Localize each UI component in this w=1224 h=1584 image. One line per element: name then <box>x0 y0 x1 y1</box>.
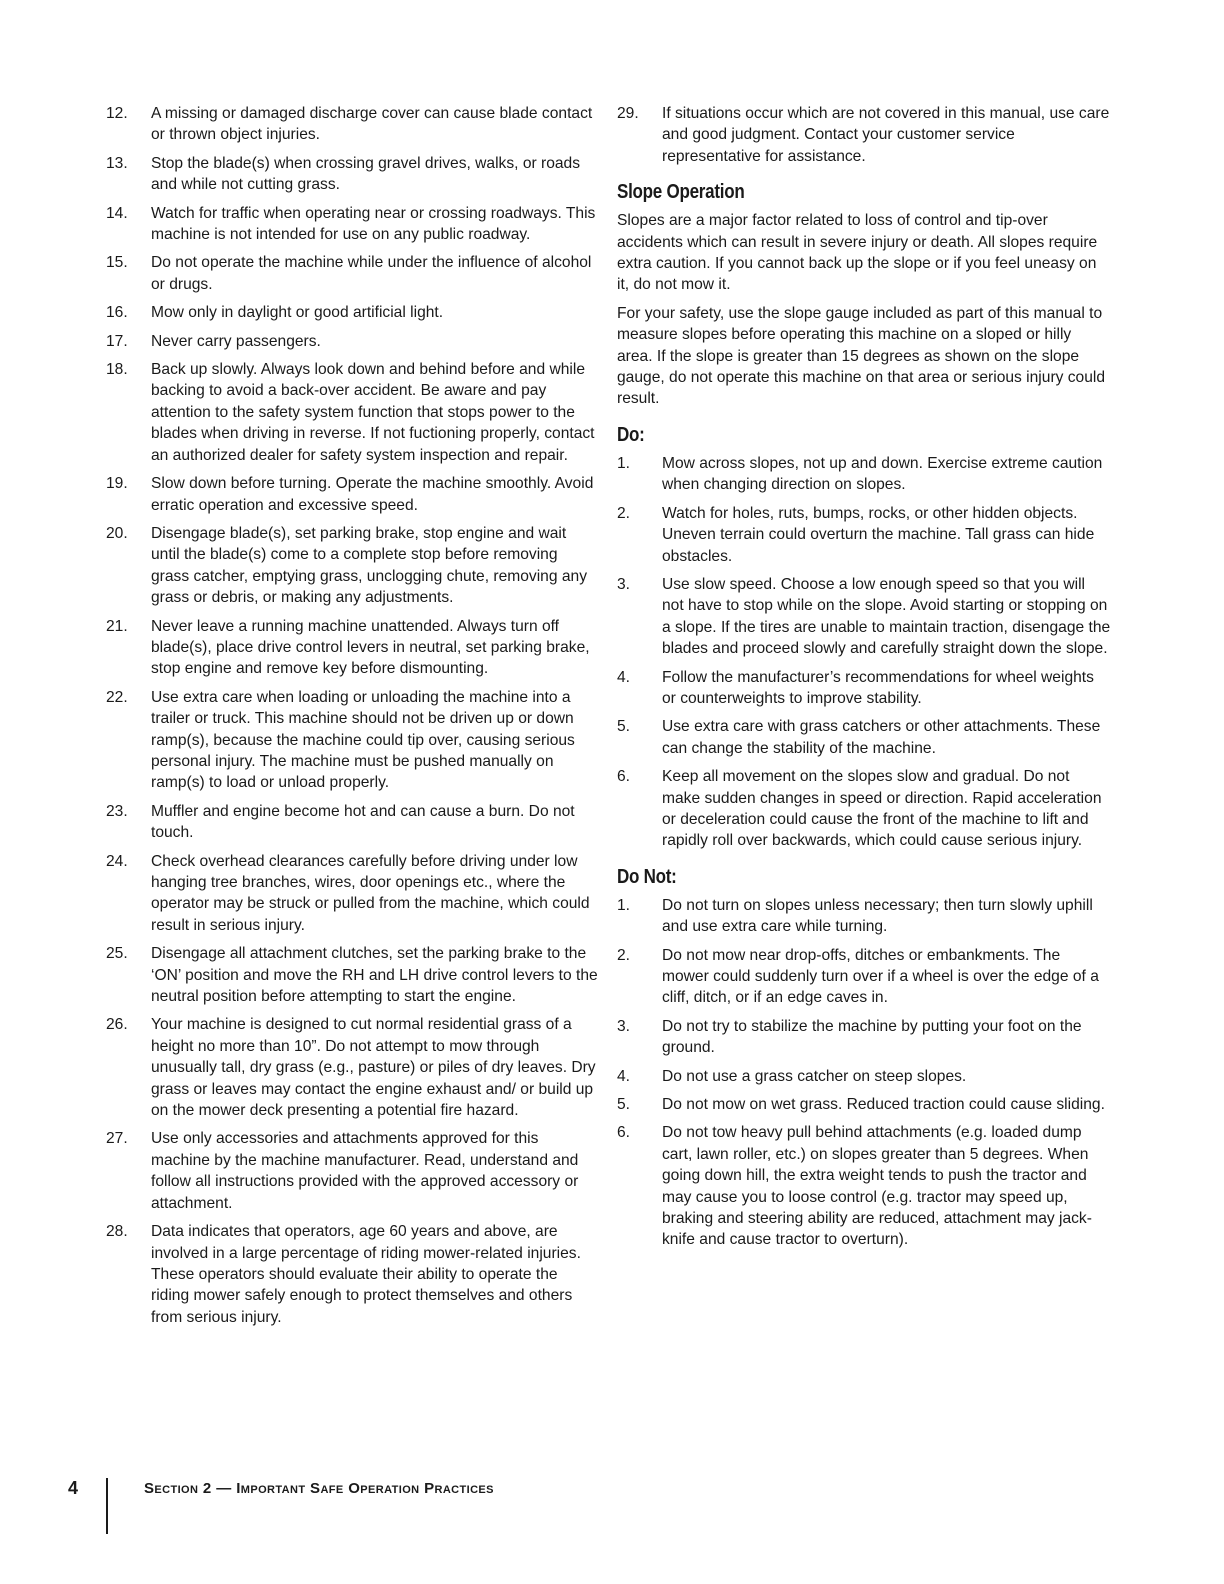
safety-list-left <box>106 103 598 1328</box>
list-item <box>106 103 598 146</box>
item-number: 3. <box>617 1017 631 1035</box>
list-item <box>617 574 1111 660</box>
item-text: Never leave a running machine unattended. Always turn off blade(s), place drive control levers in neutral, set parking brake, stop engine and remove key before dismounting. <box>151 617 590 678</box>
item-text: Never carry passengers. <box>151 332 321 350</box>
item-number: 6. <box>617 768 631 786</box>
list-item <box>617 895 1111 938</box>
list-item <box>617 716 1111 759</box>
list-item <box>617 945 1111 1009</box>
item-number: 1. <box>617 454 631 472</box>
list-item <box>106 302 598 323</box>
list-item <box>106 616 598 680</box>
do-heading: Do: <box>617 423 645 446</box>
list-item <box>617 453 1111 496</box>
right-column <box>617 103 1111 1258</box>
list-item <box>106 252 598 295</box>
item-number: 15. <box>106 254 128 272</box>
do-list <box>617 453 1111 852</box>
page-number: 4 <box>68 1478 79 1498</box>
item-number: 6. <box>617 1124 631 1142</box>
item-number: 4. <box>617 668 631 686</box>
list-item <box>617 1094 1111 1115</box>
item-number: 16. <box>106 304 128 322</box>
list-item <box>106 1014 598 1121</box>
item-number: 5. <box>617 718 631 736</box>
item-text: Use slow speed. Choose a low enough speed so that you will not have to stop while on the slope. Avoid starting or stopping on a slope. If the tires are unable to maintain traction, disengage the blades and proceed slowly and carefully straight down the slope. <box>662 575 1111 658</box>
item-number: 20. <box>106 524 128 542</box>
list-item <box>617 503 1111 567</box>
slope-paragraph-1: Slopes are a major factor related to loss of control and tip-over accidents which can result in severe injury or death. All slopes require extra caution. If you cannot back up the slope or if you feel uneasy on it, do not mow it. <box>617 212 1098 294</box>
list-item <box>106 473 598 516</box>
item-number: 14. <box>106 204 128 222</box>
item-text: If situations occur which are not covered in this manual, use care and good judgment. Contact your customer service representative for assistance. <box>662 105 1110 165</box>
item-number: 3. <box>617 575 631 593</box>
item-text: Use extra care with grass catchers or other attachments. These can change the stability of the machine. <box>662 718 1101 757</box>
item-number: 2. <box>617 504 631 522</box>
item-text: Do not mow near drop-offs, ditches or embankments. The mower could suddenly turn over if a wheel is over the edge of a cliff, ditch, or if an edge caves in. <box>662 946 1099 1007</box>
footer-divider <box>106 1478 108 1534</box>
item-text: A missing or damaged discharge cover can cause blade contact or thrown object injuries. <box>151 105 593 144</box>
item-text: Watch for holes, ruts, bumps, rocks, or other hidden objects. Uneven terrain could overturn the machine. Tall grass can hide obstacles. <box>662 504 1095 565</box>
item-text: Do not tow heavy pull behind attachments (e.g. loaded dump cart, lawn roller, etc.) on slopes greater than 5 degrees. When going down hill, the extra weight tends to push the tractor and may cause you to loose control (e.g. tractor may speed up, braking and steering ability are reduced, attachment may jack-knife and cause tractor to overturn). <box>662 1124 1092 1249</box>
list-item <box>106 687 598 794</box>
list-item <box>617 766 1111 852</box>
item-number: 23. <box>106 802 128 820</box>
item-text: Do not turn on slopes unless necessary; then turn slowly uphill and use extra care while turning. <box>662 896 1093 936</box>
item-number: 12. <box>106 105 128 122</box>
list-item <box>617 1066 1111 1087</box>
item-text: Disengage blade(s), set parking brake, stop engine and wait until the blade(s) come to a complete stop before removing grass catcher, emptying grass, unclogging chute, removing any grass or debris, or making any adjustments. <box>151 524 587 607</box>
item-text: Stop the blade(s) when crossing gravel drives, walks, or roads and while not cutting grass. <box>151 154 581 194</box>
item-number: 17. <box>106 332 128 350</box>
item-number: 2. <box>617 946 631 964</box>
item-text: Do not use a grass catcher on steep slopes. <box>662 1067 967 1085</box>
item-number: 29. <box>617 105 639 122</box>
footer-section-title: Section 2 — Important Safe Operation Practices <box>144 1480 494 1497</box>
item-number: 25. <box>106 945 128 963</box>
item-number: 28. <box>106 1223 128 1241</box>
do-not-heading: Do Not: <box>617 865 677 888</box>
list-item <box>106 1221 598 1328</box>
item-number: 21. <box>106 617 128 635</box>
list-item <box>106 851 598 937</box>
item-text: Mow across slopes, not up and down. Exercise extreme caution when changing direction on slopes. <box>662 454 1103 494</box>
list-item <box>106 1128 598 1214</box>
item-text: Muffler and engine become hot and can cause a burn. Do not touch. <box>151 802 575 842</box>
item-number: 19. <box>106 475 128 493</box>
item-text: Watch for traffic when operating near or crossing roadways. This machine is not intended for use on any public roadway. <box>151 204 596 244</box>
list-item <box>617 1016 1111 1059</box>
item-number: 27. <box>106 1130 128 1148</box>
item-text: Data indicates that operators, age 60 years and above, are involved in a large percentage of riding mower-related injuries. These operators should evaluate their ability to operate the riding mower safely enough to protect themselves and others from serious injury. <box>151 1223 581 1326</box>
item-text: Keep all movement on the slopes slow and gradual. Do not make sudden changes in speed or direction. Rapid acceleration or deceleration could cause the front of the machine to lift and rapidly roll over backwards, which could cause serious injury. <box>662 768 1102 850</box>
list-item <box>617 1122 1111 1250</box>
list-item <box>106 801 598 844</box>
list-item <box>106 203 598 246</box>
slope-operation-heading: Slope Operation <box>617 181 745 204</box>
item-number: 18. <box>106 361 128 379</box>
item-text: Disengage all attachment clutches, set the parking brake to the ‘ON’ position and move the RH and LH drive control levers to the neutral position before attempting to start the engine. <box>151 945 598 1006</box>
list-item <box>106 153 598 196</box>
item-text: Follow the manufacturer’s recommendations for wheel weights or counterweights to improve stability. <box>662 668 1094 707</box>
item-number: 13. <box>106 154 128 172</box>
item-text: Back up slowly. Always look down and behind before and while backing to avoid a back-over accident. Be aware and pay attention to the safety system function that stops power to the blades when driving in reverse. If not fuctioning properly, contact an authorized dealer for safety system inspection and repair. <box>151 361 595 464</box>
item-text: Do not mow on wet grass. Reduced traction could cause sliding. <box>662 1096 1105 1114</box>
item-text: Do not operate the machine while under the influence of alcohol or drugs. <box>151 254 592 293</box>
slope-paragraph-2: For your safety, use the slope gauge included as part of this manual to measure slopes before operating this machine on a sloped or hilly area. If the slope is greater than 15 degrees as shown on the slope gauge, do not operate this machine on that area or serious injury could result. <box>617 304 1106 408</box>
item-text: Your machine is designed to cut normal residential grass of a height no more than 10”. Do not attempt to mow through unusually tall, dry grass (e.g., pasture) or piles of dry leaves. Dry grass or leaves may contact the engine exhaust and/ or build up on the mower deck presenting a potential fire hazard. <box>151 1016 596 1120</box>
list-item <box>106 331 598 352</box>
list-item <box>106 523 598 609</box>
item-number: 1. <box>617 896 631 914</box>
item-number: 22. <box>106 688 128 706</box>
list-item <box>106 359 598 466</box>
list-item <box>106 943 598 1007</box>
item-text: Use extra care when loading or unloading the machine into a trailer or truck. This machine should not be driven up or down ramp(s), because the machine could tip over, causing serious personal injury. The machine must be pushed manually on ramp(s) to load or unload properly. <box>151 688 575 792</box>
item-text: Mow only in daylight or good artificial light. <box>151 304 444 322</box>
left-column <box>106 103 598 1335</box>
item-number: 26. <box>106 1016 128 1034</box>
item-text: Slow down before turning. Operate the machine smoothly. Avoid erratic operation and excessive speed. <box>151 475 594 514</box>
item-text: Check overhead clearances carefully before driving under low hanging tree branches, wires, door openings etc., where the operator may be struck or pulled from the machine, which could result in serious injury. <box>151 852 590 934</box>
item-number: 24. <box>106 852 128 870</box>
do-not-list <box>617 895 1111 1251</box>
list-item <box>617 103 1111 167</box>
item-text: Use only accessories and attachments approved for this machine by the machine manufacturer. Read, understand and follow all instructions provided with the approved accessory or attachment. <box>151 1130 579 1212</box>
safety-list-right <box>617 103 1111 167</box>
list-item <box>617 667 1111 710</box>
item-number: 4. <box>617 1067 631 1085</box>
item-number: 5. <box>617 1096 631 1114</box>
item-text: Do not try to stabilize the machine by putting your foot on the ground. <box>662 1017 1082 1057</box>
